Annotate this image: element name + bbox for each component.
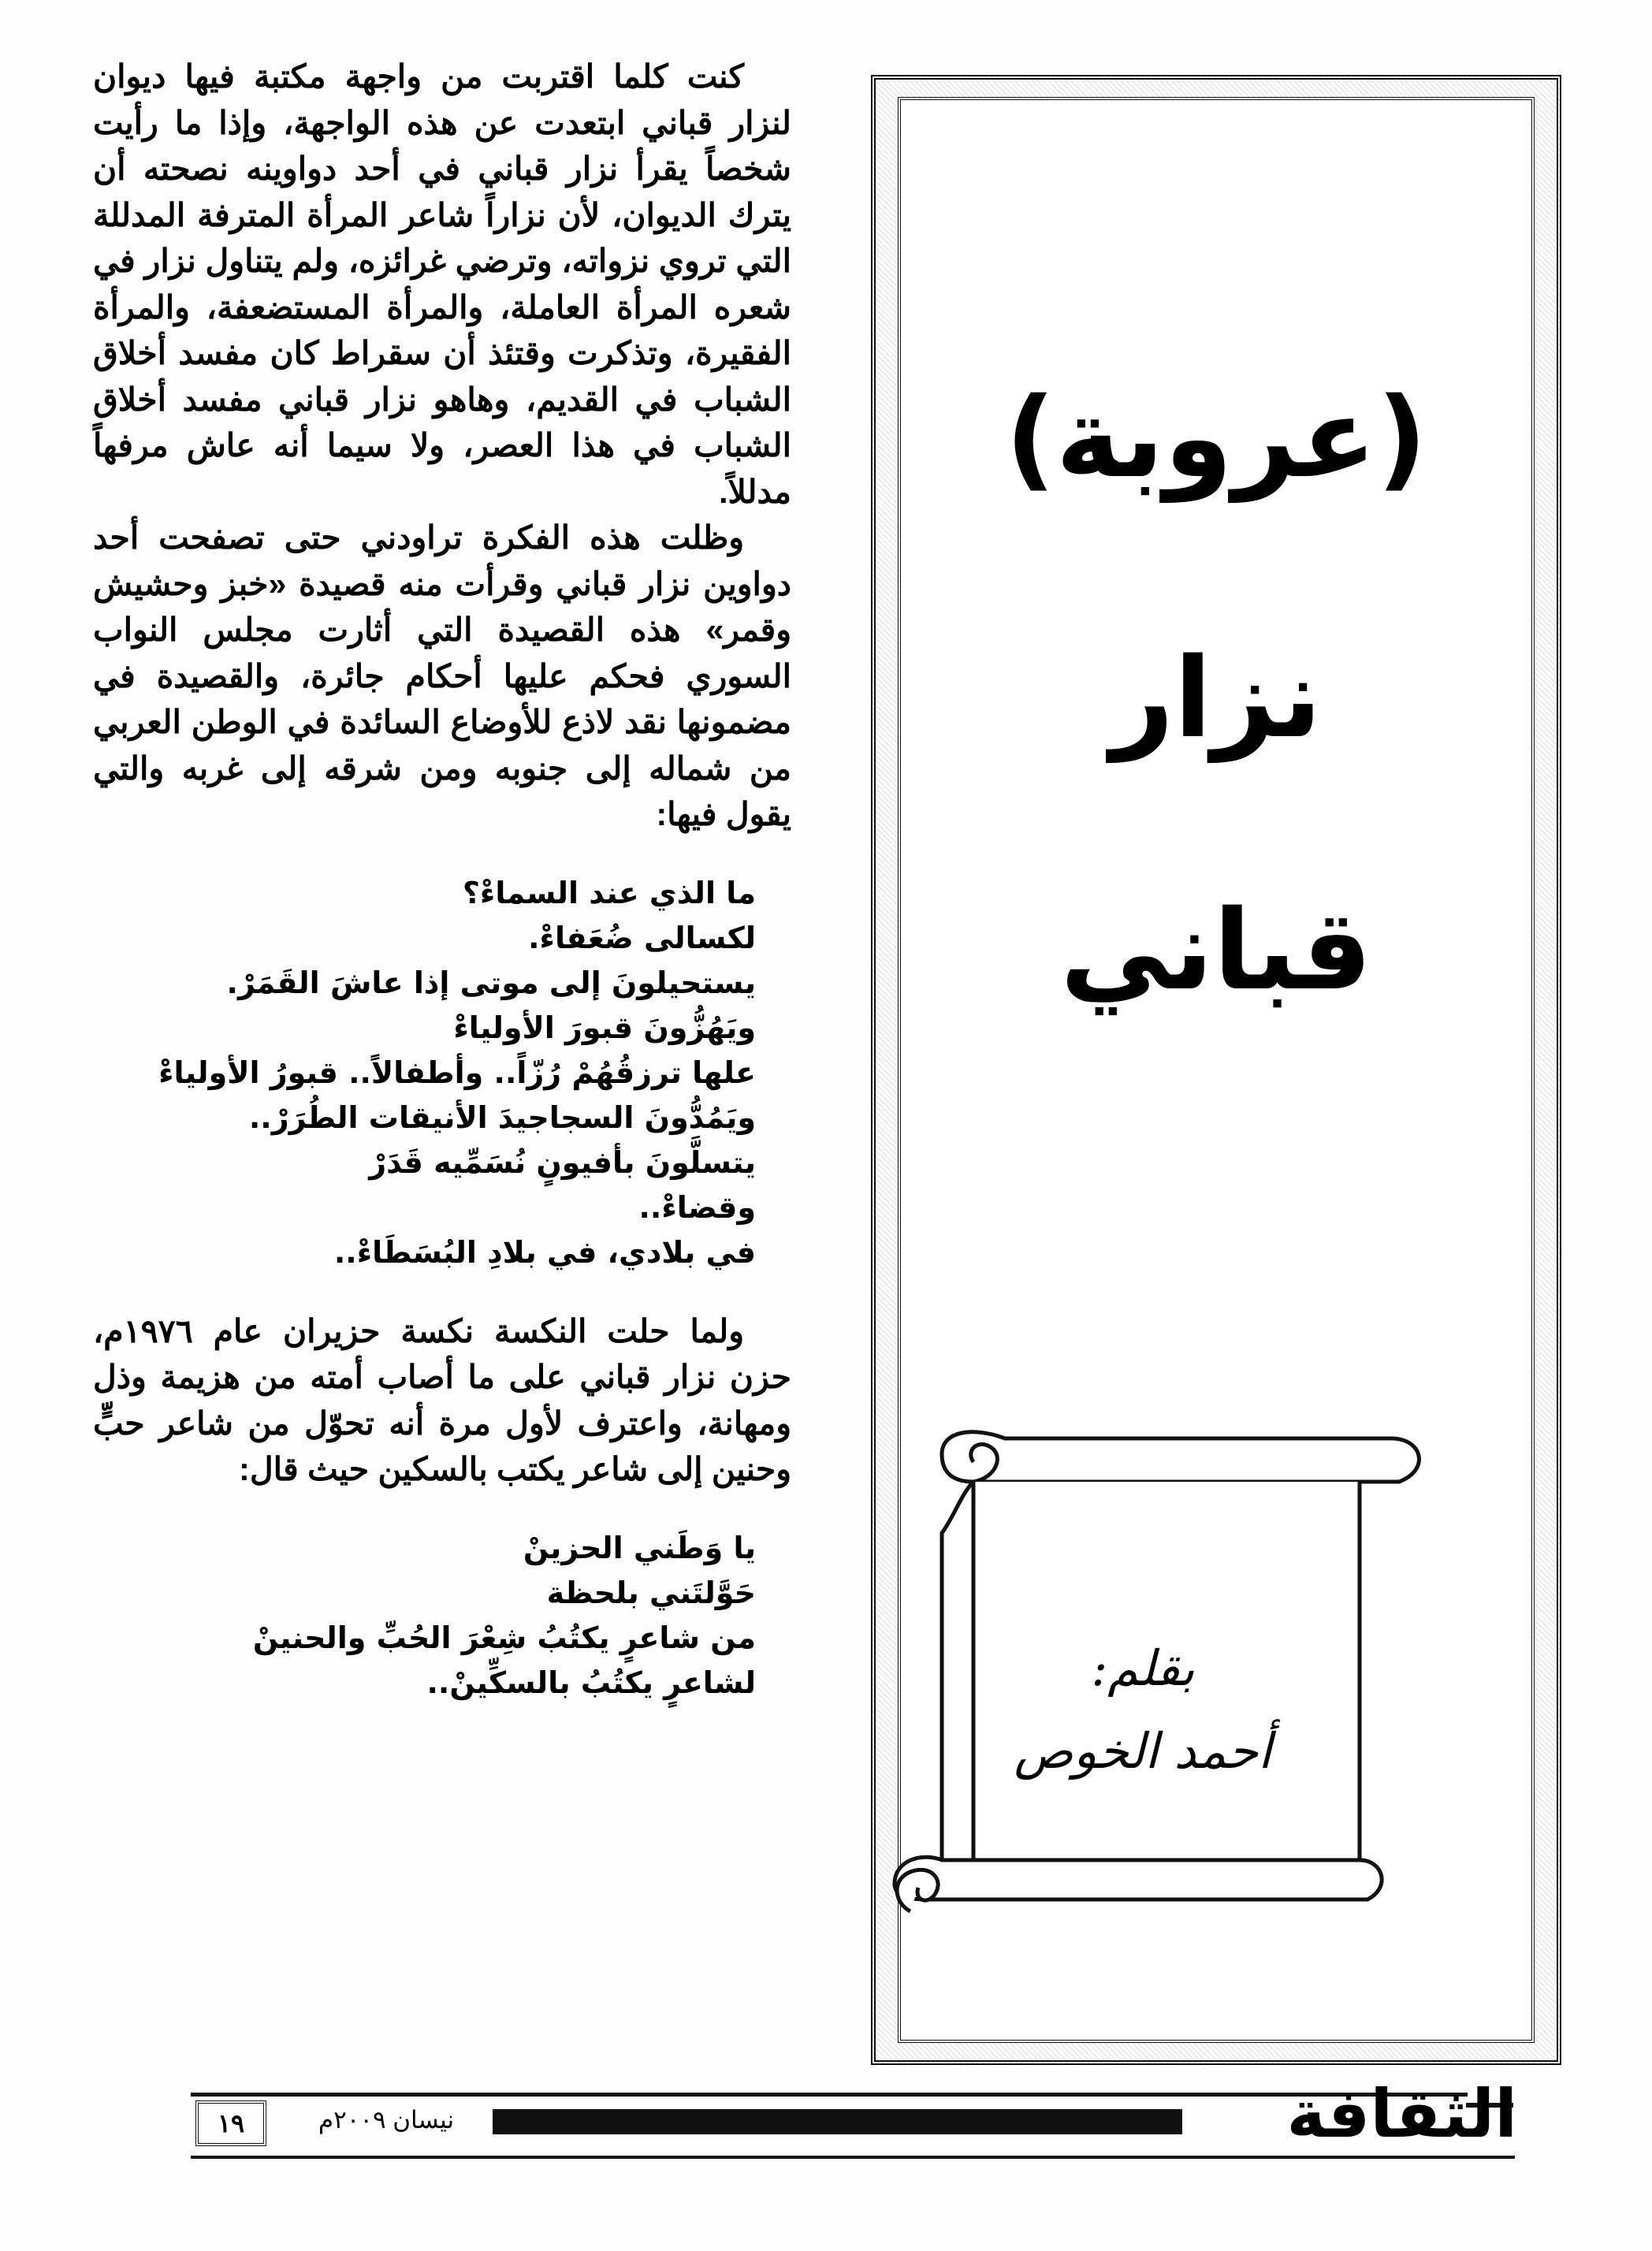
- poem-sad-homeland: [93, 1526, 791, 1706]
- title-line-urouba: (عروبة): [1005, 374, 1427, 503]
- poem-line: يتسلَّونَ بأفيونٍ نُسَمِّيه قَدَرْ: [369, 1144, 756, 1180]
- poem-line: يا وَطَني الحزينْ: [523, 1530, 756, 1565]
- poem-line: حَوَّلتَني بلحظة: [546, 1575, 756, 1610]
- poem-line: في بلادي، في بلادِ البُسَطَاءْ..: [333, 1234, 756, 1270]
- article-paragraph-1: كنت كلما اقتربت من واجهة مكتبة فيها ديوان لنزار قباني ابتعدت عن هذه الواجهة، وإذا ما رأيت شخصاً يقرأ نزار قباني في أحد دواوينه نصحته أن يترك الديوان، لأن نزاراً شاعر المرأة المترفة المدللة التي تروي نزواته، وترضي غرائزه، ولم يتناول نزار في شعره المرأة العاملة، والمرأة المستضعفة، والمرأة الفقيرة، وتذكرت وقتئذ أن سقراط كان مفسد أخلاق الشباب في القديم، وهاهو نزار قباني مفسد أخلاق الشباب في هذا العصر، ولا سيما أنه عاش مرفهاً مدللاً.: [93, 58, 791, 510]
- poem-line: لشاعرٍ يكتُبُ بالسكِّينْ..: [426, 1665, 756, 1700]
- footer-rule-bottom: [191, 2156, 1515, 2159]
- poem-bread-hashish-moon: [93, 871, 791, 1275]
- page-number: ١٩: [195, 2100, 266, 2146]
- magazine-logo: الثقافة: [1286, 2075, 1517, 2152]
- footer-black-bar: [493, 2109, 1182, 2134]
- author-name: أحمد الخوص: [1014, 1722, 1272, 1780]
- title-line-nizar: نزار: [1110, 634, 1323, 763]
- article-paragraph-2: وظلت هذه الفكرة تراودني حتى تصفحت أحد دواوين نزار قباني وقرأت منه قصيدة «خبز وحشيش وقمر» هذه القصيدة التي أثارت مجلس النواب السوري فحكم عليها أحكام جائرة، والقصيدة في مضمونها نقد لاذع للأوضاع السائدة في الوطن العربي من شماله إلى جنوبه ومن شرقه إلى غربه والتي يقول فيها:: [93, 519, 791, 832]
- article-paragraph-3: ولما حلت النكسة نكسة حزيران عام ١٩٧٦م، حزن نزار قباني على ما أصاب أمته من هزيمة وذل ومهانة، واعترف لأول مرة أنه تحوّل من شاعر حبٍّ وحنين إلى شاعر يكتب بالسكين حيث قال:: [93, 1312, 791, 1487]
- poem-line: لكسالى ضُعَفاءْ.: [528, 920, 756, 955]
- poem-line: من شاعرٍ يكتُبُ شِعْرَ الحُبِّ والحنينْ: [252, 1620, 756, 1655]
- poem-line: ويَمُدُّونَ السجاجيدَ الأنيقات الطُرَرْ..: [248, 1099, 756, 1135]
- poem-line: ما الذي عند السماءْ؟: [462, 875, 756, 910]
- byline-label: بقلم:: [1091, 1639, 1195, 1697]
- title-line-qabbani: قباني: [1060, 887, 1372, 1015]
- issue-date: نيسان ٢٠٠٩م: [318, 2106, 455, 2134]
- poem-line: وقضاءْ..: [638, 1189, 756, 1225]
- poem-line: ويَهُزُّونَ قبورَ الأولياءْ: [453, 1010, 756, 1045]
- poem-line: يستحيلونَ إلى موتى إذا عاشَ القَمَرْ.: [226, 965, 756, 1000]
- poem-line: علها ترزقُهُمْ رُزّاً.. وأطفالاً.. قبورُ الأولياءْ: [158, 1055, 756, 1090]
- article-column: [93, 54, 791, 1706]
